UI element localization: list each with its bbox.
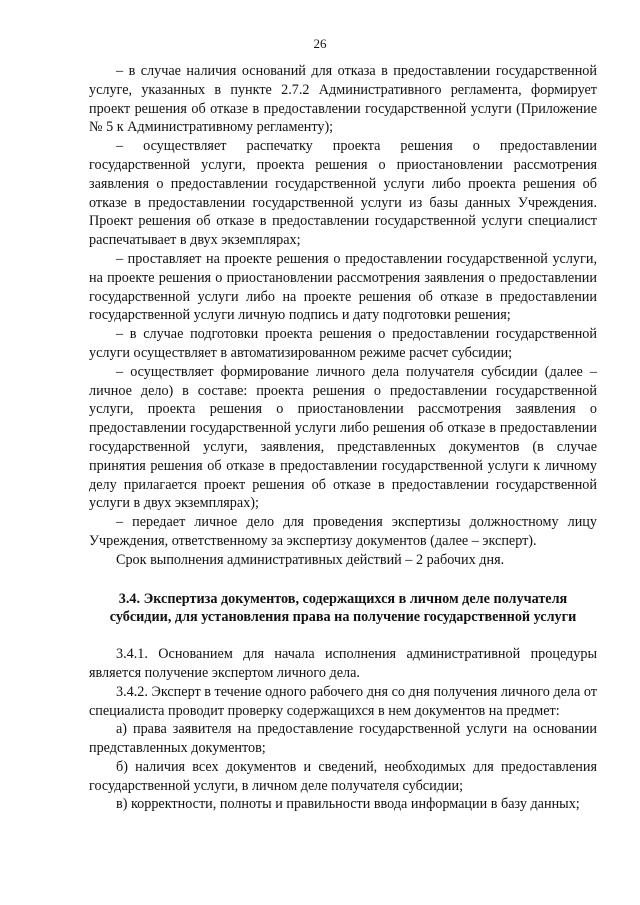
paragraph: – проставляет на проекте решения о предоставлении государственной услуги, на проекте решения о приостановлении рассмотрения заявления о предоставлении государственной услуги либо на проекте решения об отказе в предоставлении государственной услуги личную подпись и дату подготовки решения; [89,250,597,324]
paragraph: – передает личное дело для проведения экспертизы должностному лицу Учреждения, ответственному за экспертизу документов (далее – эксперт). [89,514,597,549]
page-number: 26 [313,36,327,51]
paragraph: 3.4.1. Основанием для начала исполнения административной процедуры является получение экспертом личного дела. [89,646,597,681]
paragraph: а) права заявителя на предоставление государственной услуги на основании представленных документов; [89,721,597,757]
paragraph: – осуществляет формирование личного дела получателя субсидии (далее – личное дело) в составе: проекта решения о предоставлении государственной услуги, проекта решения о приостановлении рассмотрения заявления о предоставлении государственной услуги либо решения об отказе в предоставлении государственной услуги, заявления, представленных документов (в случае принятия решения об отказе в предоставлении государственной услуги к личному делу прилагается проект решения об отказе в предоставлении государственной услуги в двух экземплярах); [89,363,597,512]
paragraph: Срок выполнения административных действий – 2 рабочих дня. [116,551,505,568]
paragraph: 3.4.2. Эксперт в течение одного рабочего дня со дня получения личного дела от специалиста проводит проверку содержащихся в нем документов на предмет: [89,683,597,719]
section-heading: 3.4. Экспертиза документов, содержащихся в личном деле получателя субсидии, для установления права на получение государственной услуги [109,590,577,626]
paragraph: – в случае подготовки проекта решения о предоставлении государственной услуги осуществляет в автоматизированном режиме расчет субсидии; [89,326,597,361]
paragraph: в) корректности, полноты и правильности ввода информации в базу данных; [116,796,580,813]
document-body [89,62,597,814]
paragraph: – в случае наличия оснований для отказа в предоставлении государственной услуге, указанных в пункте 2.7.2 Административного регламента, формирует проект решения об отказе в предоставлении государственной услуги (Приложение № 5 к Административному регламенту); [89,63,597,136]
paragraph: б) наличия всех документов и сведений, необходимых для предоставления государственной услуги, в личном деле получателя субсидии; [89,758,597,794]
paragraph: – осуществляет распечатку проекта решения о предоставлении государственной услуги, проекта решения о приостановлении рассмотрения заявления о предоставлении государственной услуги либо проекта решения об отказе в предоставлении государственной услуги из базы данных Учреждения. Проект решения об отказе в предоставлении государственной услуги специалист распечатывает в двух экземплярах; [89,138,597,249]
